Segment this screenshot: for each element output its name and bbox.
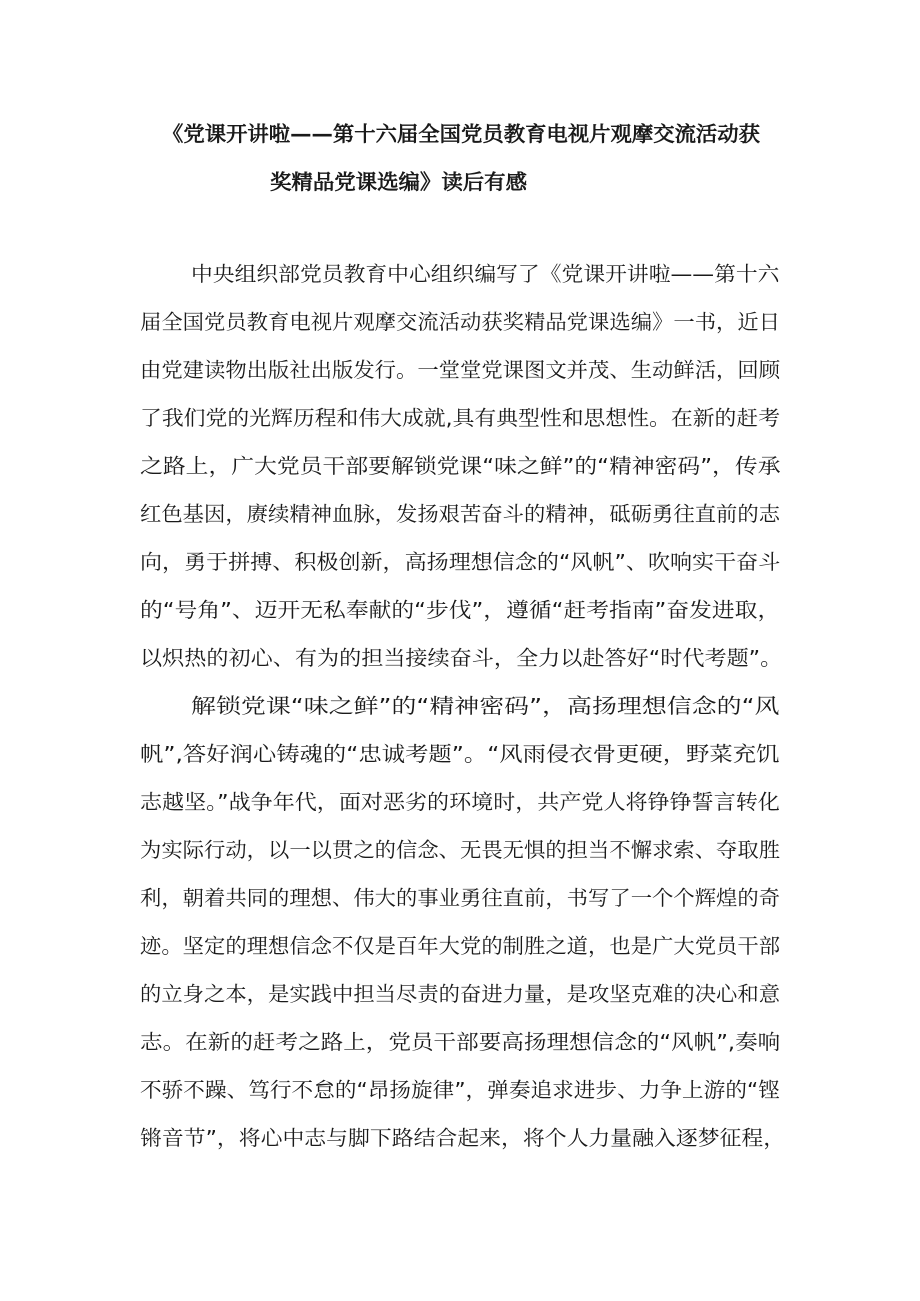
paragraph-line: 红色基因，赓续精神血脉，发扬艰苦奋斗的精神，砥砺勇往直前的志 <box>140 502 781 526</box>
paragraph-line: 的“号角”、迈开无私奉献的“步伐”，遵循“赶考指南”奋发进取， <box>140 598 781 622</box>
document-title-line: 《党课开讲啦——第十六届全国党员教育电视片观摩交流活动获 <box>162 122 760 146</box>
paragraph-line: 之路上，广大党员干部要解锁党课“味之鲜”的“精神密码”，传承 <box>140 454 781 478</box>
paragraph-line: 帆”,答好润心铸魂的“忠诚考题”。“风雨侵衣骨更硬，野菜充饥 <box>140 742 780 766</box>
paragraph-line: 迹。坚定的理想信念不仅是百年大党的制胜之道，也是广大党员干部 <box>140 934 781 958</box>
paragraph-line: 志越坚。”战争年代，面对恶劣的环境时，共产党人将铮铮誓言转化 <box>140 790 780 814</box>
paragraph-line: 由党建读物出版社出版发行。一堂堂党课图文并茂、生动鲜活，回顾 <box>140 358 781 382</box>
paragraph-line: 不骄不躁、笃行不怠的“昂扬旋律”，弹奏追求进步、力争上游的“铿 <box>140 1078 780 1102</box>
paragraph-line: 的立身之本，是实践中担当尽责的奋进力量，是攻坚克难的决心和意 <box>140 982 781 1006</box>
paragraph-line: 以炽热的初心、有为的担当接续奋斗，全力以赴答好“时代考题”。 <box>140 646 783 670</box>
paragraph-line: 利，朝着共同的理想、伟大的事业勇往直前，书写了一个个辉煌的奇 <box>140 886 781 910</box>
paragraph-line: 志。在新的赶考之路上，党员干部要高扬理想信念的“风帆”,奏响 <box>140 1030 781 1054</box>
paragraph-line: 为实际行动，以一以贯之的信念、无畏无惧的担当不懈求索、夺取胜 <box>140 838 781 862</box>
paragraph-line: 中央组织部党员教育中心组织编写了《党课开讲啦——第十六 <box>191 262 780 286</box>
paragraph-line: 了我们党的光辉历程和伟大成就,具有典型性和思想性。在新的赶考 <box>140 406 781 430</box>
paragraph-line: 锵音节”，将心中志与脚下路结合起来，将个人力量融入逐梦征程， <box>140 1126 786 1150</box>
paragraph-line: 解锁党课“味之鲜”的“精神密码”，高扬理想信念的“风 <box>191 694 780 718</box>
document-title-line: 奖精品党课选编》读后有感 <box>270 170 527 194</box>
paragraph-line: 向，勇于拼搏、积极创新，高扬理想信念的“风帆”、吹响实干奋斗 <box>140 550 781 574</box>
paragraph-line: 届全国党员教育电视片观摩交流活动获奖精品党课选编》一书，近日 <box>140 310 781 334</box>
